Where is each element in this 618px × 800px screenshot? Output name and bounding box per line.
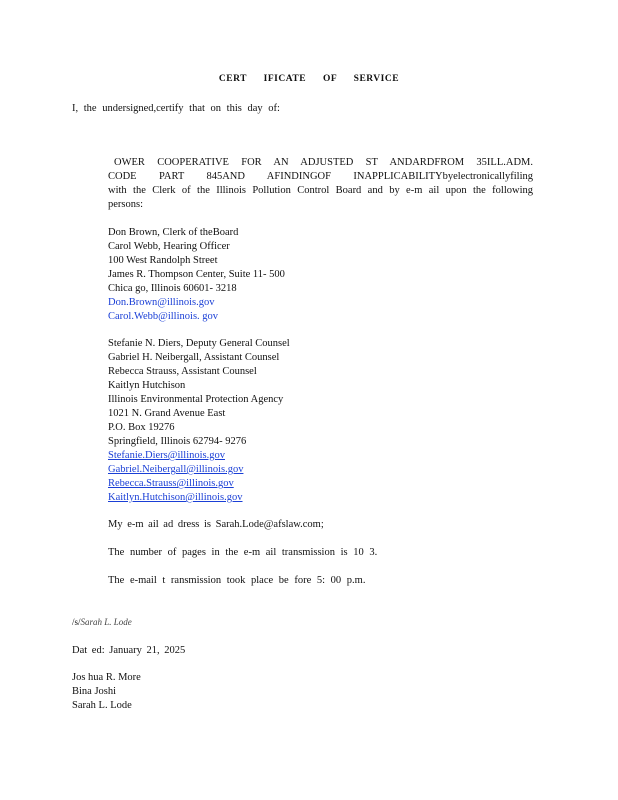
email-link-don-brown[interactable]: Don.Brown@illinois.gov <box>108 297 215 308</box>
agency-line: Illinois Environmental Protection Agency <box>108 394 284 405</box>
document-title: CERT IFICATE OF SERVICE <box>218 74 400 84</box>
board-service-block <box>108 226 285 324</box>
board-line: James R. Thompson Center, Suite 11- 500 <box>108 269 285 280</box>
signature-prefix: /s/ <box>72 617 81 627</box>
agency-line: Springfield, Illinois 62794- 9276 <box>108 436 247 447</box>
filing-line-3: with the Clerk of the Illinois Pollution Control Board and by e-m ail upon the following <box>108 185 533 196</box>
agency-line: Gabriel H. Neibergall, Assistant Counsel <box>108 352 280 363</box>
signer-name: Bina Joshi <box>72 686 117 697</box>
page-count-statement: The number of pages in the e-m ail transmission is 10 3. <box>108 547 378 558</box>
filing-line-4: persons: <box>108 199 143 210</box>
signer-name: Jos hua R. More <box>72 672 141 683</box>
agency-line: P.O. Box 19276 <box>108 422 175 433</box>
signer-name: Sarah L. Lode <box>72 700 132 711</box>
email-link-kaitlyn-hutchison[interactable]: Kaitlyn.Hutchison@illinois.gov <box>108 492 243 503</box>
filing-line-2: CODE PART 845AND AFINDINGOF INAPPLICABILITYbyelectronicallyfiling <box>108 171 533 182</box>
dated-line: Dat ed: January 21, 2025 <box>72 645 186 656</box>
email-address-statement: My e-m ail ad dress is Sarah.Lode@afslaw.com; <box>108 519 324 530</box>
email-link-rebecca-strauss[interactable]: Rebecca.Strauss@illinois.gov <box>108 478 234 489</box>
board-line: Chica go, Illinois 60601- 3218 <box>108 283 237 294</box>
board-line: Don Brown, Clerk of theBoard <box>108 227 239 238</box>
email-link-carol-webb[interactable]: Carol.Webb@illinois. gov <box>108 311 219 322</box>
electronic-signature <box>72 617 132 627</box>
intro-line: I, the undersigned,certify that on this day of: <box>72 103 280 114</box>
agency-line: 1021 N. Grand Avenue East <box>108 408 226 419</box>
email-link-stefanie-diers[interactable]: Stefanie.Diers@illinois.gov <box>108 450 225 461</box>
transmission-time-statement: The e-mail t ransmission took place be fore 5: 00 p.m. <box>108 575 366 586</box>
board-line: 100 West Randolph Street <box>108 255 218 266</box>
agency-line: Kaitlyn Hutchison <box>108 380 186 391</box>
agency-line: Stefanie N. Diers, Deputy General Counsel <box>108 338 290 349</box>
filing-paragraph <box>108 156 533 212</box>
signature-name: Sarah L. Lode <box>80 617 132 627</box>
email-link-gabriel-neibergall[interactable]: Gabriel.Neibergall@illinois.gov <box>108 464 244 475</box>
filing-line-1: OWER COOPERATIVE FOR AN ADJUSTED ST ANDARDFROM 35ILL.ADM. <box>114 157 533 168</box>
board-line: Carol Webb, Hearing Officer <box>108 241 230 252</box>
agency-service-block <box>108 337 290 505</box>
agency-line: Rebecca Strauss, Assistant Counsel <box>108 366 257 377</box>
signer-block <box>72 671 141 713</box>
